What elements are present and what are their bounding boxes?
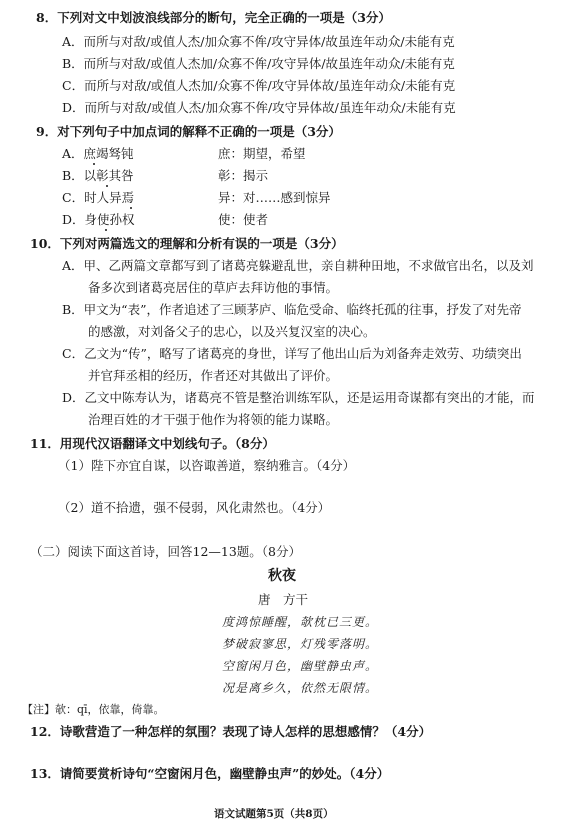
- question-9-gloss-d: 使：使者: [218, 212, 269, 227]
- section-2-heading: （二）阅读下面这首诗，回答12—13题。（8分）: [30, 544, 302, 559]
- emphasis-dot: [105, 229, 107, 231]
- question-11-part-2: （2）道不拾遗，强不侵弱，风化肃然也。（4分）: [58, 500, 331, 515]
- question-8-stem: 8．下列对文中划波浪线部分的断句，完全正确的一项是（3分）: [36, 10, 391, 25]
- question-9-gloss-b: 彰：揭示: [218, 168, 269, 183]
- question-10-option-d-line1: D．乙文中陈寿认为，诸葛亮不管是整治训练军队，还是运用奇谋都有突出的才能，而: [62, 390, 535, 405]
- poem-note: 【注】欹：qī，依靠，倚靠。: [22, 703, 165, 716]
- question-10-option-b-line1: B．甲文为“表”，作者追述了三顾茅庐、临危受命、临终托孤的往事，抒发了对先帝: [62, 302, 522, 317]
- question-13-stem: 13．请简要赏析诗句“空窗闲月色，幽壁静虫声”的妙处。（4分）: [30, 766, 390, 781]
- question-10-option-a-line1: A．甲、乙两篇文章都写到了诸葛亮躲避乱世，亲自耕种田地，不求做官出名，以及刘: [62, 258, 534, 273]
- question-11-stem: 11．用现代汉语翻译文中划线句子。（8分）: [30, 436, 275, 451]
- question-9-option-a: A．庶竭驽钝: [62, 146, 134, 161]
- question-10-option-a-line2: 备多次到诸葛亮居住的草庐去拜访他的事情。: [88, 280, 339, 295]
- question-9-stem: 9．对下列句子中加点词的解释不正确的一项是（3分）: [36, 124, 341, 139]
- poem-title: 秋夜: [268, 568, 296, 584]
- question-11-part-1: （1）陛下亦宜自谋，以咨诹善道，察纳雅言。（4分）: [58, 458, 356, 473]
- emphasis-dot: [93, 163, 95, 165]
- question-9-gloss-c: 异：对……感到惊异: [218, 190, 331, 205]
- question-8-option-d: D．而所与对敌/或值人杰/加众寡不侔/攻守异体故/虽连年动众/未能有克: [62, 100, 456, 115]
- question-10-option-d-line2: 治理百姓的才干强于他作为将领的能力谋略。: [88, 412, 339, 427]
- question-10-stem: 10．下列对两篇选文的理解和分析有误的一项是（3分）: [30, 236, 344, 251]
- question-8-option-b: B．而所与对敌/或值人杰加/众寡不侔/攻守异体/故虽连年动众/未能有克: [62, 56, 455, 71]
- question-12-stem: 12．诗歌营造了一种怎样的氛围？表现了诗人怎样的思想感情？（4分）: [30, 724, 432, 739]
- question-9-gloss-a: 庶：期望，希望: [218, 146, 306, 161]
- question-10-option-b-line2: 的感激，对刘备父子的忠心，以及兴复汉室的决心。: [88, 324, 376, 339]
- question-10-option-c-line1: C．乙文为“传”，略写了诸葛亮的身世，详写了他出山后为刘备奔走效劳、功绩突出: [62, 346, 522, 361]
- poem-line-2: 梦破寂寥思，灯残零落明。: [222, 637, 379, 651]
- poem-line-4: 况是离乡久，依然无限情。: [222, 681, 379, 695]
- poem-line-1: 度鸿惊睡醒，欹枕已三更。: [222, 615, 379, 629]
- question-9-option-d: D．身使孙权: [62, 212, 135, 227]
- page-footer: 语文试题第5页（共8页）: [214, 808, 334, 820]
- question-8-option-c: C．而所与对敌/或值人杰加/众寡不侔/攻守异体故/虽连年动众/未能有克: [62, 78, 456, 93]
- emphasis-dot: [106, 185, 108, 187]
- poem-line-3: 空窗闲月色，幽壁静虫声。: [222, 659, 379, 673]
- question-9-option-c: C．时人异焉: [62, 190, 135, 205]
- poem-author: 唐 方干: [258, 592, 309, 607]
- question-9-option-b: B．以彰其咎: [62, 168, 134, 183]
- question-10-option-c-line2: 并官拜丞相的经历，作者还对其做出了评价。: [88, 368, 339, 383]
- emphasis-dot: [130, 207, 132, 209]
- question-8-option-a: A．而所与对敌/或值人杰/加众寡不侔/攻守异体/故虽连年动众/未能有克: [62, 34, 455, 49]
